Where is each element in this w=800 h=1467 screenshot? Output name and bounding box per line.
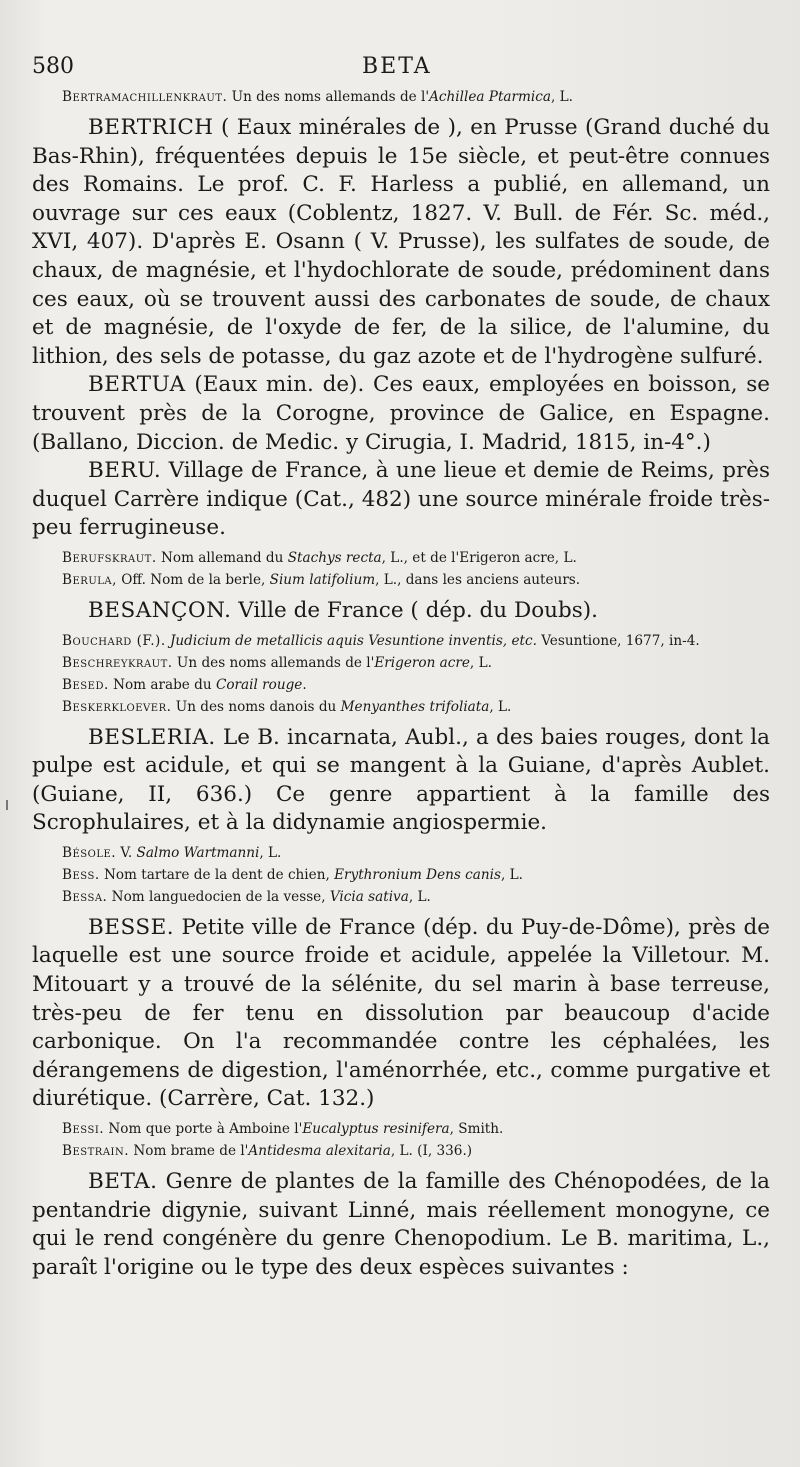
entry-text: Off. Nom de la berle, [116, 571, 270, 588]
entry-tail: , L., et de l'Erigeron acre, L. [381, 549, 577, 566]
entry-text: Nom languedocien de la vesse, [107, 888, 330, 905]
entry-text: (Eaux min. de). Ces eaux, employées en boisson, se trouvent près de la Corogne, province de Galice, en Espagne. (Ballano, Diccion. de Medic. y Cirugia, I. Madrid, 1815, in-4°.) [32, 372, 770, 455]
entry-note [32, 1140, 770, 1162]
entry-headword: Bestrain. [62, 1143, 130, 1160]
entry-tail: , L., dans les anciens auteurs. [375, 571, 581, 588]
entry-headword: Bésole. [62, 844, 117, 861]
entry-headword: Beskerkloever. [62, 698, 172, 715]
entry-note [32, 652, 770, 674]
entry-headword: Beschreykraut. [62, 654, 173, 671]
entry-note [32, 864, 770, 886]
entry-species: Eucalyptus resinifera [302, 1121, 450, 1138]
entry-species: Achillea Ptarmica [429, 89, 551, 105]
entry-headword: BESANÇON. [88, 597, 232, 623]
entry-species: Salmo Wartmanni [136, 844, 260, 861]
entry-note [32, 86, 770, 108]
entry-species: Corail rouge [215, 676, 303, 693]
entry-main [32, 1168, 770, 1282]
entry-note [32, 630, 770, 652]
entry-headword: Berufskraut. [62, 549, 157, 566]
entry-note [32, 674, 770, 696]
entry-tail: , L. [408, 888, 431, 905]
entry-headword: Besed. [62, 676, 109, 693]
entry-text: Nom brame de l' [129, 1143, 249, 1160]
entry-tail: , L. [259, 844, 282, 861]
entry-text: Nom arabe du [108, 676, 216, 693]
entry-headword: Bessa. [62, 888, 108, 905]
page-header [32, 54, 770, 86]
entry-species: Menyanthes trifoliata [340, 698, 490, 715]
entry-text: Petite ville de France (dép. du Puy-de-Dôme), près de laquelle est une source froide et acidule, appelée la Villetour. M. Mitouart y a trouvé de la sélénite, du sel marin à base terreuse, très-peu de fer tenu en dissolution par beaucoup d'acide carbonique. On l'a recommandée contre les céphalées, les dérangemens de digestion, l'aménorrhée, etc., comme purgative et diurétique. (Carrère, Cat. 132.) [32, 914, 770, 1112]
entry-main [32, 914, 770, 1114]
entry-species: Stachys recta [287, 549, 382, 566]
entry-text: Ville de France ( dép. du Doubs). [231, 597, 599, 623]
margin-mark [6, 800, 8, 810]
entry-text: Nom tartare de la dent de chien, [99, 866, 335, 883]
entry-text: Village de France, à une lieue et demie de Reims, près duquel Carrère indique (Cat., 482) une source minérale froide très-peu ferrugineuse. [32, 458, 770, 541]
entry-headword: Bertramachillenkraut. [62, 89, 228, 105]
entry-text: Un des noms allemands de l' [172, 654, 375, 671]
entry-text: Un des noms danois du [171, 698, 341, 715]
entry-text: Nom allemand du [156, 549, 288, 566]
entry-main [32, 371, 770, 457]
entry-main [32, 114, 770, 371]
entry-headword: Bessi. [62, 1121, 105, 1138]
entry-tail: Vesuntione, 1677, in-4. [536, 632, 700, 649]
entry-main [32, 724, 770, 838]
entry-note [32, 547, 770, 569]
entry-species: Erigeron acre [374, 654, 470, 671]
entry-text: Un des noms allemands de l' [227, 89, 430, 105]
entry-species: Sium latifolium [269, 571, 376, 588]
entry-species: Judicium de metallicis aquis Vesuntione inventis, etc. [169, 632, 537, 649]
page-number: 580 [32, 54, 74, 79]
entry-tail: , Smith. [449, 1121, 504, 1138]
entry-tail: , L. [489, 698, 512, 715]
entry-tail: . [302, 676, 307, 693]
entry-species: Vicia sativa [329, 888, 409, 905]
entry-headword: Berula, [62, 571, 117, 588]
entry-note [32, 842, 770, 864]
entry-headword: BERTUA [88, 372, 186, 398]
entry-main [32, 597, 770, 626]
entry-species: Antidesma alexitaria [248, 1143, 391, 1160]
entry-text: V. [116, 844, 137, 861]
entry-headword: Bess. [62, 866, 100, 883]
entry-tail: , L. [500, 866, 523, 883]
entry-headword: BESSE. [88, 914, 175, 940]
entry-text: Nom que porte à Amboine l' [104, 1121, 303, 1138]
running-title: BETA [362, 54, 432, 79]
entry-headword: Bouchard (F.). [62, 632, 166, 649]
entry-text: Le B. incarnata, Aubl., a des baies rouges, dont la pulpe est acidule, et qui se mangent à la Guiane, d'après Aublet. (Guiane, II, 636.) Ce genre appartient à la famille des Scrophulaires, et à la didynamie angiospermie. [32, 724, 770, 836]
entry-tail: , L. (I, 336.) [390, 1143, 473, 1160]
entry-text: Genre de plantes de la famille des Chénopodées, de la pentandrie digynie, suivant Linné, mais réellement monogyne, ce qui le rend congénère du genre Chenopodium. Le B. maritima, L., paraît l'origine ou le type des deux espèces suivantes : [32, 1169, 770, 1280]
entry-note [32, 696, 770, 718]
entry-text: ( Eaux minérales de ), en Prusse (Grand duché du Bas-Rhin), fréquentées depuis le 15e siècle, et peut-être connues des Romains. Le prof. C. F. Harless a publié, en allemand, un ouvrage sur ces eaux (Coblentz, 1827. V. Bull. de Fér. Sc. méd., XVI, 407). D'après E. Osann ( V. Prusse), les sulfates de soude, de chaux, de magnésie, et l'hydochlorate de soude, prédominent dans ces eaux, où se trouvent aussi des carbonates de soude, de chaux et de magnésie, de l'oxyde de fer, de la silice, de l'alumine, du lithion, des sels de potasse, du gaz azote et de l'hydrogène sulfuré. [32, 115, 770, 369]
entry-note [32, 569, 770, 591]
entry-headword: BESLERIA. [88, 724, 216, 750]
entry-tail: , L. [469, 654, 492, 671]
dictionary-entries [32, 86, 770, 1282]
entry-note [32, 1118, 770, 1140]
entry-headword: BERTRICH [88, 115, 214, 140]
entry-species: Erythronium Dens canis [334, 866, 501, 883]
entry-tail: , L. [550, 89, 573, 105]
entry-note [32, 886, 770, 908]
entry-headword: BETA. [88, 1169, 158, 1195]
entry-main [32, 457, 770, 543]
entry-headword: BERU. [88, 458, 162, 484]
